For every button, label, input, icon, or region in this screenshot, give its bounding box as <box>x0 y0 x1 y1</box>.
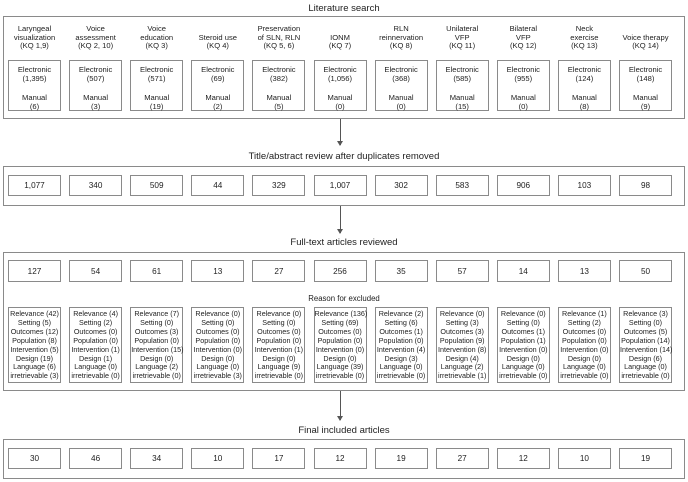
excluded-reasons-cell <box>497 307 550 383</box>
excluded-reason: Outcomes (0) <box>562 326 607 336</box>
final-count: 19 <box>375 448 428 469</box>
excluded-reason: Design (0) <box>567 353 601 363</box>
final-count: 10 <box>558 448 611 469</box>
excluded-reason: Design (19) <box>15 353 54 363</box>
title-abstract-count: 98 <box>619 175 672 196</box>
excluded-reason: Outcomes (0) <box>196 326 240 336</box>
excluded-reason: Setting (6) <box>384 317 418 327</box>
full-text-count: 127 <box>8 260 61 282</box>
final-count: 30 <box>8 448 61 469</box>
excluded-reasons-cell <box>619 307 672 383</box>
excluded-reason: Intervention (4) <box>376 344 426 354</box>
excluded-reason: Intervention (0) <box>315 344 365 354</box>
excluded-reason: Population (0) <box>256 335 302 345</box>
manual-label: Manual <box>449 92 475 102</box>
electronic-count: (382) <box>270 74 288 84</box>
excluded-reason: Population (0) <box>317 335 363 345</box>
manual-count: (15) <box>455 101 469 111</box>
excluded-reason: irretrievable (0) <box>315 371 365 381</box>
spacer <box>559 83 610 92</box>
excluded-reason: Relevance (3) <box>623 309 668 318</box>
final-count: 12 <box>314 448 367 469</box>
electronic-label: Electronic <box>323 65 357 74</box>
excluded-reason: irretrievable (0) <box>560 371 609 381</box>
final-count: 34 <box>130 448 183 469</box>
excluded-reason: Population (9) <box>439 335 485 345</box>
stage-title-final: Final included articles <box>298 425 390 436</box>
manual-count: (2) <box>213 101 223 111</box>
panel-literature-search <box>3 16 685 119</box>
literature-search-cell <box>619 60 672 111</box>
excluded-reasons-cell <box>375 307 428 383</box>
excluded-reason: irretrievable (0) <box>621 371 670 381</box>
excluded-reason: Population (0) <box>378 335 424 345</box>
electronic-label: Electronic <box>17 65 52 74</box>
manual-label: Manual <box>266 92 292 102</box>
manual-label: Manual <box>22 92 47 102</box>
electronic-count: (124) <box>575 74 594 84</box>
full-text-count: 35 <box>375 260 428 282</box>
excluded-reason: irretrievable (0) <box>376 371 426 381</box>
title-abstract-count: 340 <box>69 175 122 196</box>
excluded-reason: Relevance (7) <box>134 309 180 318</box>
excluded-reasons-cell <box>8 307 61 383</box>
excluded-reason: Language (6) <box>13 362 56 372</box>
final-count: 10 <box>191 448 244 469</box>
full-text-count: 27 <box>252 260 305 282</box>
excluded-reason: Outcomes (12) <box>10 326 59 336</box>
excluded-reason: Setting (0) <box>628 317 663 327</box>
excluded-reason: Design (6) <box>628 353 663 363</box>
column-header: Voice assessment (KQ 2, 10) <box>75 24 116 51</box>
electronic-label: Electronic <box>262 65 296 74</box>
excluded-reason: irretrievable (0) <box>254 371 304 381</box>
excluded-reasons-cell <box>436 307 489 383</box>
excluded-reason: Language (9) <box>257 362 301 372</box>
manual-count: (19) <box>149 101 164 111</box>
full-text-count: 54 <box>69 260 122 282</box>
electronic-label: Electronic <box>445 65 479 74</box>
stage-title-literature-search: Literature search <box>308 3 380 14</box>
full-text-count: 14 <box>497 260 550 282</box>
column-header: Voice therapy (KQ 14) <box>622 32 669 51</box>
excluded-reason: Relevance (42) <box>10 309 59 318</box>
literature-search-cell <box>191 60 244 111</box>
spacer <box>9 83 60 92</box>
spacer <box>620 83 671 92</box>
column-header: RLN reinnervation (KQ 8) <box>379 24 424 51</box>
full-text-count: 61 <box>130 260 183 282</box>
excluded-reason: Outcomes (3) <box>440 326 484 336</box>
manual-label: Manual <box>205 92 231 102</box>
excluded-reason: Language (39) <box>316 362 364 372</box>
excluded-reason: irretrievable (0) <box>132 371 181 381</box>
excluded-reason: Relevance (0) <box>256 309 302 318</box>
excluded-reason: Outcomes (0) <box>318 326 362 336</box>
excluded-reason: Population (0) <box>195 335 241 345</box>
title-abstract-count: 583 <box>436 175 489 196</box>
excluded-reason: Language (2) <box>135 362 179 372</box>
electronic-count: (571) <box>147 74 166 84</box>
title-abstract-count: 44 <box>191 175 244 196</box>
arrow-2 <box>340 206 341 233</box>
literature-search-cell <box>252 60 305 111</box>
final-count: 19 <box>619 448 672 469</box>
column-header: Laryngeal visualization (KQ 1,9) <box>13 24 56 51</box>
electronic-count: (585) <box>453 74 472 84</box>
excluded-reasons-cell <box>314 307 367 383</box>
excluded-reason: Population (0) <box>73 335 118 345</box>
arrow-3 <box>340 391 341 420</box>
literature-search-cell <box>69 60 122 111</box>
manual-count: (5) <box>274 101 284 111</box>
electronic-count: (148) <box>636 74 655 84</box>
manual-count: (0) <box>396 101 406 111</box>
excluded-reason: Language (0) <box>563 362 606 372</box>
excluded-reason: Relevance (0) <box>439 309 485 318</box>
full-text-count: 13 <box>191 260 244 282</box>
excluded-reason: Design (0) <box>201 353 235 363</box>
manual-label: Manual <box>327 92 353 102</box>
excluded-reason: Intervention (5) <box>10 344 59 354</box>
excluded-reason: irretrievable (3) <box>10 371 59 381</box>
excluded-reason: Setting (2) <box>567 317 601 327</box>
excluded-reason: Intervention (1) <box>254 344 304 354</box>
column-header: IONM (KQ 7) <box>328 32 352 51</box>
excluded-reasons-cell <box>191 307 244 383</box>
literature-search-cell <box>314 60 367 111</box>
panel-final <box>3 439 685 479</box>
electronic-count: (69) <box>211 74 225 84</box>
column-header: Neck exercise (KQ 13) <box>570 24 599 51</box>
excluded-reason: Intervention (15) <box>131 344 184 354</box>
column-header: Steroid use (KQ 4) <box>198 32 237 51</box>
excluded-reasons-cell <box>130 307 183 383</box>
excluded-reason: Relevance (1) <box>562 309 607 318</box>
excluded-reason: Intervention (14) <box>620 344 673 354</box>
spacer <box>253 83 304 92</box>
excluded-reason: Relevance (2) <box>378 309 424 318</box>
final-count: 27 <box>436 448 489 469</box>
manual-count: (8) <box>579 101 590 111</box>
excluded-reason: Design (4) <box>445 353 479 363</box>
column-header: Unilateral VFP (KQ 11) <box>446 24 479 51</box>
manual-label: Manual <box>144 92 170 102</box>
excluded-reason: Setting (0) <box>262 317 296 327</box>
panel-title-abstract <box>3 166 685 206</box>
final-count: 17 <box>252 448 305 469</box>
column-header: Bilateral VFP (KQ 12) <box>509 24 538 51</box>
excluded-reason: Design (0) <box>262 353 296 363</box>
spacer <box>437 83 488 92</box>
excluded-reason: Relevance (4) <box>73 309 118 318</box>
title-abstract-count: 329 <box>252 175 305 196</box>
excluded-reason: Population (1) <box>500 335 546 345</box>
electronic-count: (1,056) <box>327 74 353 84</box>
excluded-reason: Outcomes (0) <box>73 326 118 336</box>
excluded-reason: Population (8) <box>12 335 57 345</box>
manual-label: Manual <box>633 92 658 102</box>
excluded-reason: Setting (0) <box>140 317 174 327</box>
final-count: 46 <box>69 448 122 469</box>
excluded-reason: Intervention (1) <box>71 344 120 354</box>
manual-count: (0) <box>335 101 345 111</box>
literature-search-cell <box>558 60 611 111</box>
excluded-reason: Outcomes (0) <box>257 326 301 336</box>
literature-search-cell <box>8 60 61 111</box>
arrow-1 <box>340 119 341 145</box>
excluded-reason: Design (1) <box>79 353 113 363</box>
excluded-reasons-cell <box>558 307 611 383</box>
title-abstract-count: 302 <box>375 175 428 196</box>
full-text-count: 50 <box>619 260 672 282</box>
electronic-label: Electronic <box>628 65 663 74</box>
reason-for-excluded-title: Reason for excluded <box>308 294 380 303</box>
final-count: 12 <box>497 448 550 469</box>
column-header: Voice education (KQ 3) <box>140 24 174 51</box>
column-header: Preservation of SLN, RLN (KQ 5, 6) <box>257 24 301 51</box>
spacer <box>315 83 366 92</box>
excluded-reason: Language (0) <box>379 362 423 372</box>
spacer <box>131 83 182 92</box>
excluded-reason: Intervention (0) <box>560 344 609 354</box>
manual-count: (9) <box>640 101 651 111</box>
excluded-reason: Setting (0) <box>201 317 235 327</box>
electronic-count: (1,395) <box>22 74 47 84</box>
excluded-reason: Setting (3) <box>445 317 479 327</box>
excluded-reason: Design (0) <box>140 353 174 363</box>
manual-count: (3) <box>90 101 101 111</box>
electronic-count: (955) <box>514 74 533 84</box>
excluded-reason: irretrievable (1) <box>438 371 487 381</box>
title-abstract-count: 1,007 <box>314 175 367 196</box>
electronic-label: Electronic <box>567 65 602 74</box>
literature-search-cell <box>497 60 550 111</box>
excluded-reason: irretrievable (3) <box>193 371 242 381</box>
spacer <box>70 83 121 92</box>
manual-count: (6) <box>29 101 40 111</box>
title-abstract-count: 1,077 <box>8 175 61 196</box>
excluded-reasons-cell <box>69 307 122 383</box>
full-text-count: 57 <box>436 260 489 282</box>
literature-search-cell <box>130 60 183 111</box>
full-text-count: 13 <box>558 260 611 282</box>
excluded-reason: Setting (0) <box>506 317 540 327</box>
excluded-reason: Language (0) <box>624 362 667 372</box>
title-abstract-count: 509 <box>130 175 183 196</box>
excluded-reason: Design (3) <box>384 353 418 363</box>
excluded-reason: Outcomes (3) <box>134 326 179 336</box>
manual-label: Manual <box>83 92 109 102</box>
literature-search-cell <box>375 60 428 111</box>
excluded-reason: Relevance (0) <box>500 309 546 318</box>
excluded-reason: Outcomes (1) <box>379 326 423 336</box>
excluded-reason: Language (0) <box>196 362 240 372</box>
excluded-reason: Design (0) <box>323 353 357 363</box>
panel-full-text <box>3 252 685 391</box>
electronic-count: (368) <box>392 74 410 84</box>
literature-search-cell <box>436 60 489 111</box>
electronic-label: Electronic <box>506 65 540 74</box>
stage-title-title-abstract: Title/abstract review after duplicates removed <box>248 151 440 162</box>
excluded-reason: Design (0) <box>506 353 540 363</box>
excluded-reason: Language (2) <box>440 362 484 372</box>
excluded-reasons-cell <box>252 307 305 383</box>
excluded-reason: Outcomes (5) <box>623 326 668 336</box>
title-abstract-count: 103 <box>558 175 611 196</box>
excluded-reason: Relevance (136) <box>314 309 368 318</box>
excluded-reason: Intervention (0) <box>193 344 242 354</box>
manual-label: Manual <box>510 92 536 102</box>
excluded-reason: Setting (2) <box>79 317 113 327</box>
spacer <box>192 83 243 92</box>
manual-label: Manual <box>388 92 414 102</box>
excluded-reason: Language (0) <box>501 362 545 372</box>
spacer <box>376 83 427 92</box>
excluded-reason: Intervention (8) <box>438 344 487 354</box>
electronic-count: (507) <box>86 74 105 84</box>
title-abstract-count: 906 <box>497 175 550 196</box>
spacer <box>498 83 549 92</box>
excluded-reason: Population (0) <box>562 335 607 345</box>
excluded-reason: Population (14) <box>621 335 670 345</box>
excluded-reason: Population (0) <box>134 335 180 345</box>
electronic-label: Electronic <box>384 65 418 74</box>
excluded-reason: irretrievable (0) <box>499 371 548 381</box>
excluded-reason: Outcomes (1) <box>501 326 546 336</box>
excluded-reason: Language (0) <box>74 362 117 372</box>
full-text-count: 256 <box>314 260 367 282</box>
electronic-label: Electronic <box>201 65 235 74</box>
stage-title-full-text: Full-text articles reviewed <box>290 237 398 248</box>
excluded-reason: Setting (5) <box>17 317 52 327</box>
excluded-reason: Setting (69) <box>321 317 359 327</box>
manual-count: (0) <box>518 101 528 111</box>
electronic-label: Electronic <box>140 65 174 74</box>
electronic-label: Electronic <box>78 65 113 74</box>
excluded-reason: Relevance (0) <box>195 309 241 318</box>
excluded-reason: Intervention (0) <box>499 344 548 354</box>
excluded-reason: irretrievable (0) <box>71 371 120 381</box>
manual-label: Manual <box>571 92 597 102</box>
